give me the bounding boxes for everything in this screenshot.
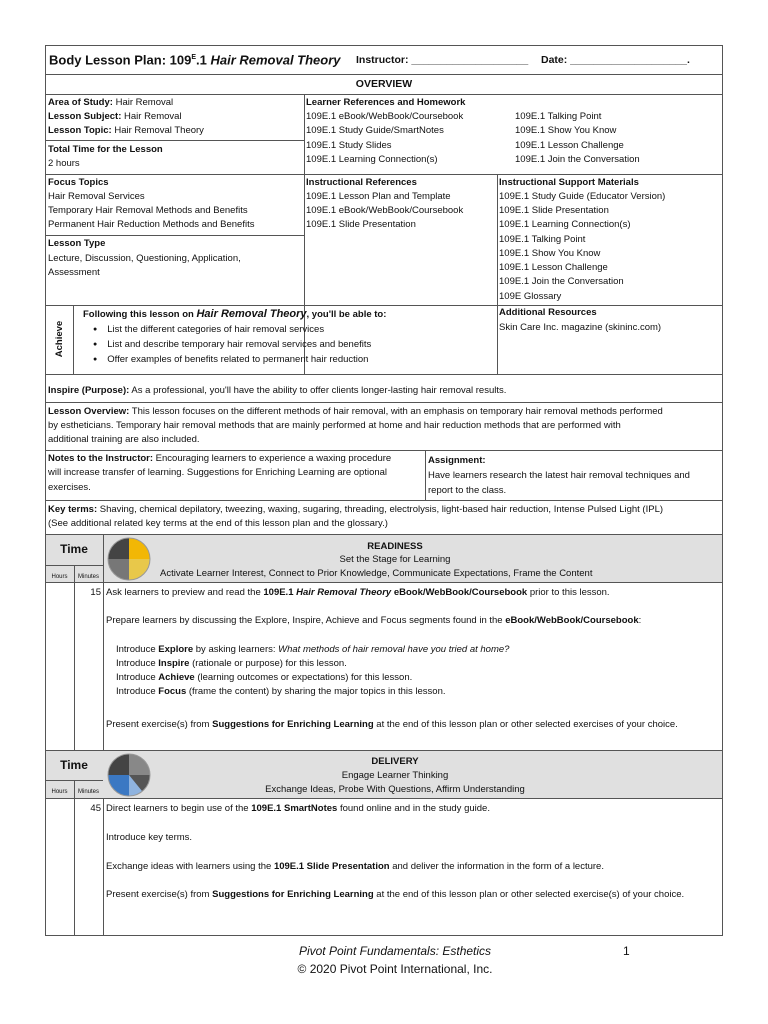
divider — [497, 174, 498, 374]
hours-label: Hours — [51, 789, 68, 795]
divider — [45, 402, 723, 403]
divider — [45, 235, 304, 236]
divider — [45, 798, 723, 799]
introduce-explore: Introduce Explore by asking learners: What methods of hair removal have you tried at home? — [116, 644, 510, 655]
learner-ref-item: 109E.1 Study Guide/SmartNotes — [306, 125, 444, 136]
divider — [45, 94, 723, 95]
divider — [74, 582, 75, 750]
achieve-side-label: Achieve — [54, 320, 65, 358]
lesson-type-line: Assessment — [48, 267, 100, 278]
divider — [103, 534, 104, 936]
page-number: 1 — [623, 944, 630, 958]
support-material-item: 109E.1 Study Guide (Educator Version) — [499, 191, 666, 202]
support-material-item: 109E.1 Talking Point — [499, 234, 586, 245]
key-terms-note: (See additional related key terms at the end of this lesson plan and the glossary.) — [48, 518, 388, 529]
divider — [45, 582, 723, 583]
assignment-line: report to the class. — [428, 485, 507, 496]
support-material-item: 109E.1 Join the Conversation — [499, 276, 624, 287]
time-label: Time — [60, 758, 88, 772]
focus-topic-item: Permanent Hair Reduction Methods and Benefits — [48, 219, 255, 230]
introduce-inspire: Introduce Inspire (rationale or purpose) for this lesson. — [116, 658, 347, 669]
instructional-ref-item: 109E.1 Slide Presentation — [306, 219, 416, 230]
hours-label: Hours — [51, 574, 68, 580]
learner-ref-item: 109E.1 Study Slides — [306, 140, 392, 151]
support-material-item: 109E.1 Learning Connection(s) — [499, 219, 631, 230]
readiness-p2: Prepare learners by discussing the Explore, Inspire, Achieve and Focus segments found in the eBook/WebBook/Coursebook: — [106, 615, 642, 626]
readiness-subtitle: Set the Stage for Learning — [339, 554, 451, 565]
notes-line: will increase transfer of learning. Suggestions for Enriching Learning are optional — [48, 467, 388, 478]
introduce-focus: Introduce Focus (frame the content) by sharing the major topics in this lesson. — [116, 686, 446, 697]
divider — [45, 74, 723, 75]
learner-ref-item: 109E.1 Talking Point — [515, 111, 602, 122]
achieve-bullet: ● List the different categories of hair removal services — [103, 323, 371, 338]
inspire-purpose: Inspire (Purpose): As a professional, you'll have the ability to offer clients longer-lasting hair removal results. — [48, 385, 507, 396]
divider — [45, 374, 723, 375]
readiness-desc: Activate Learner Interest, Connect to Prior Knowledge, Communicate Expectations, Frame the Content — [160, 568, 593, 579]
delivery-title: DELIVERY — [371, 756, 419, 767]
instructional-refs-heading: Instructional References — [306, 177, 417, 188]
delivery-desc: Exchange Ideas, Probe With Questions, Affirm Understanding — [265, 784, 525, 795]
divider — [425, 450, 426, 500]
divider — [45, 174, 723, 175]
achieve-bullet: ● Offer examples of benefits related to permanent hair reduction — [103, 353, 371, 368]
support-material-item: 109E Glossary — [499, 291, 562, 302]
area-of-study: Area of Study: Hair Removal — [48, 97, 174, 108]
divider — [74, 798, 75, 936]
instructional-ref-item: 109E.1 eBook/WebBook/Coursebook — [306, 205, 464, 216]
footer-title: Pivot Point Fundamentals: Esthetics — [298, 944, 492, 958]
minutes-label: Minutes — [77, 789, 99, 795]
learner-ref-item: 109E.1 Learning Connection(s) — [306, 154, 438, 165]
divider — [45, 450, 723, 451]
delivery-subtitle: Engage Learner Thinking — [341, 770, 449, 781]
assignment-heading: Assignment: — [428, 455, 486, 466]
lesson-overview-line: Lesson Overview: This lesson focuses on the different methods of hair removal, with an emphasis on temporary hair removal methods performed — [48, 406, 663, 417]
readiness-minutes: 15 — [90, 587, 101, 598]
instructor-field: Instructor: ____________________ — [356, 54, 529, 66]
readiness-title: READINESS — [367, 541, 423, 552]
support-material-item: 109E.1 Slide Presentation — [499, 205, 609, 216]
readiness-p1: Ask learners to preview and read the 109E.1 Hair Removal Theory eBook/WebBook/Coursebook prior to this lesson. — [106, 587, 610, 598]
lesson-overview-line: by estheticians. Temporary hair removal methods that are mainly performed at home and hair reduction methods that are performed with — [48, 420, 621, 431]
assignment-line: Have learners research the latest hair removal techniques and — [428, 470, 690, 481]
learner-refs-heading: Learner References and Homework — [306, 97, 466, 108]
lesson-subject: Lesson Subject: Hair Removal — [48, 111, 182, 122]
readiness-pie-icon — [106, 536, 152, 582]
notes-to-instructor: Notes to the Instructor: Encouraging learners to experience a waxing procedure — [48, 453, 392, 464]
lesson-overview-line: additional training are also included. — [48, 434, 200, 445]
delivery-p4: Present exercise(s) from Suggestions for Enriching Learning at the end of this lesson plan or other selected exercise(s) of your choice. — [106, 889, 685, 900]
additional-resources-heading: Additional Resources — [499, 307, 597, 318]
divider — [45, 140, 304, 141]
additional-resources-value: Skin Care Inc. magazine (skininc.com) — [499, 322, 662, 333]
support-material-item: 109E.1 Show You Know — [499, 248, 601, 259]
introduce-achieve: Introduce Achieve (learning outcomes or expectations) for this lesson. — [116, 672, 413, 683]
learner-ref-item: 109E.1 Show You Know — [515, 125, 617, 136]
divider — [45, 305, 723, 306]
page-title: Body Lesson Plan: $109^E.1$ Hair Removal Theory — [49, 52, 341, 68]
notes-line: exercises. — [48, 482, 91, 493]
total-time-value: 2 hours — [48, 158, 80, 169]
lesson-topic: Lesson Topic: Hair Removal Theory — [48, 125, 204, 136]
divider — [45, 500, 723, 501]
delivery-pie-icon — [106, 752, 152, 798]
date-field: Date: ____________________. — [541, 54, 690, 66]
total-time-label: Total Time for the Lesson — [48, 144, 163, 155]
lesson-type-heading: Lesson Type — [48, 238, 106, 249]
divider — [73, 305, 74, 374]
key-terms: Key terms: Shaving, chemical depilatory, tweezing, waxing, sugaring, threading, electrolysis, light-based hair reduction, Intense Pulsed Light (IPL) — [48, 504, 664, 515]
delivery-p1: Direct learners to begin use of the 109E.1 SmartNotes found online and in the study guide. — [106, 803, 490, 814]
support-materials-heading: Instructional Support Materials — [499, 177, 639, 188]
focus-topic-item: Hair Removal Services — [48, 191, 145, 202]
copyright: © 2020 Pivot Point International, Inc. — [297, 962, 493, 976]
overview-heading: OVERVIEW — [355, 78, 413, 90]
learner-ref-item: 109E.1 Lesson Challenge — [515, 140, 624, 151]
readiness-p3: Present exercise(s) from Suggestions for Enriching Learning at the end of this lesson plan or other selected exercises of your choice. — [106, 719, 678, 730]
achieve-bullet: ● List and describe temporary hair removal services and benefits — [103, 338, 371, 353]
instructional-ref-item: 109E.1 Lesson Plan and Template — [306, 191, 451, 202]
achieve-intro: Following this lesson on Hair Removal Theory, you'll be able to: — [83, 308, 387, 320]
delivery-p2: Introduce key terms. — [106, 832, 193, 843]
time-label: Time — [60, 542, 88, 556]
learner-ref-item: 109E.1 Join the Conversation — [515, 154, 640, 165]
learner-ref-item: 109E.1 eBook/WebBook/Coursebook — [306, 111, 464, 122]
delivery-p3: Exchange ideas with learners using the 109E.1 Slide Presentation and deliver the information in the form of a lecture. — [106, 861, 604, 872]
achieve-list — [103, 323, 371, 368]
delivery-minutes: 45 — [90, 803, 101, 814]
lesson-type-line: Lecture, Discussion, Questioning, Application, — [48, 253, 241, 264]
focus-topic-item: Temporary Hair Removal Methods and Benefits — [48, 205, 248, 216]
minutes-label: Minutes — [77, 574, 99, 580]
support-material-item: 109E.1 Lesson Challenge — [499, 262, 608, 273]
focus-topics-heading: Focus Topics — [48, 177, 109, 188]
